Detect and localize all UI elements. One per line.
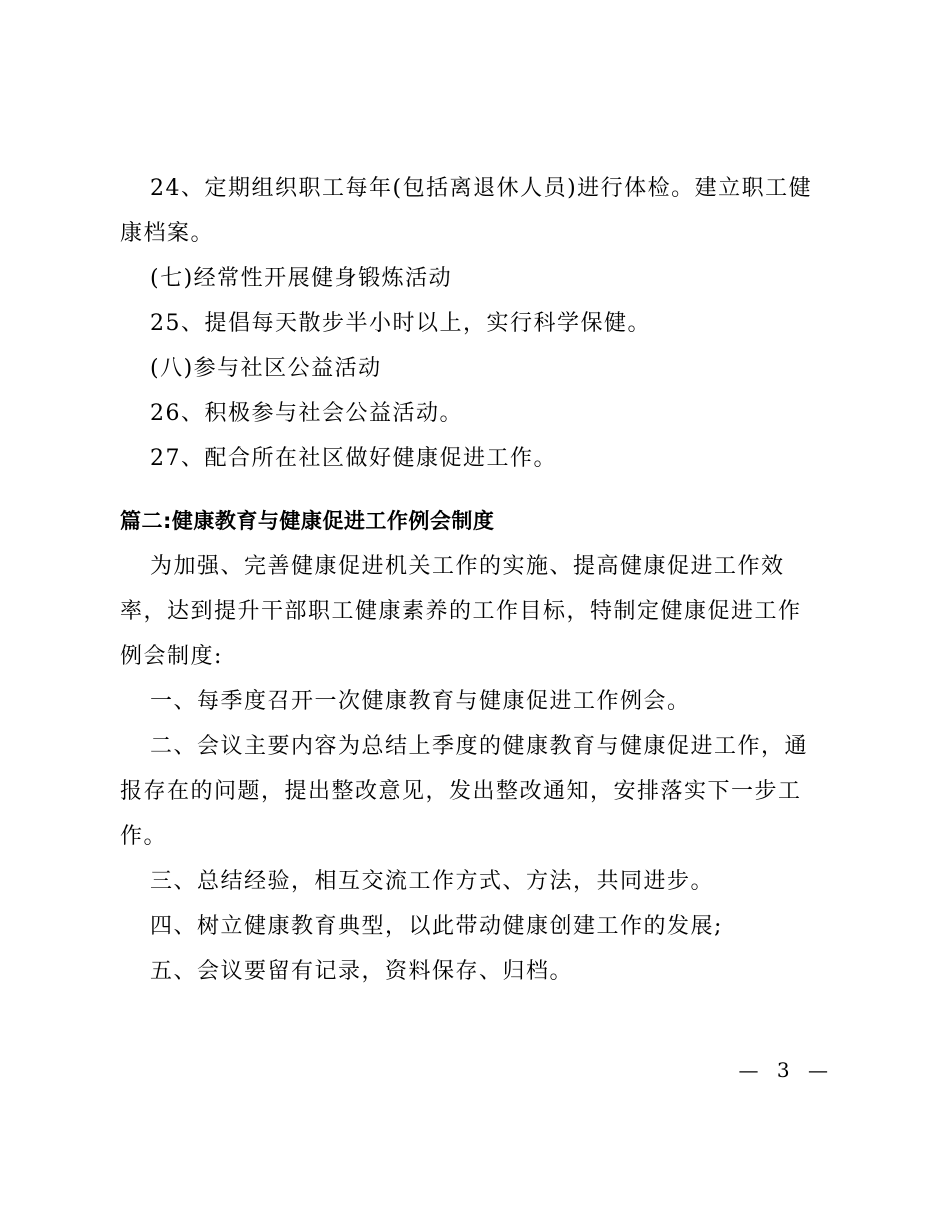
rule-2: 二、会议主要内容为总结上季度的健康教育与健康促进工作，通报存在的问题，提出整改意见，发出整改通知，安排落实下一步工作。 [120,734,809,849]
item-25: 25、提倡每天散步半小时以上，实行科学保健。 [150,311,651,336]
rule-1: 一、每季度召开一次健康教育与健康促进工作例会。 [150,689,691,714]
section-7-heading: (七)经常性开展健身锻炼活动 [150,266,453,291]
intro-paragraph: 为加强、完善健康促进机关工作的实施、提高健康促进工作效率，达到提升干部职工健康素养的工作目标，特制定健康促进工作例会制度: [120,554,802,669]
item-27: 27、配合所在社区做好健康促进工作。 [150,446,557,471]
rule-5: 五、会议要留有记录，资料保存、归档。 [150,959,574,984]
document-body [120,166,820,994]
article-heading: 篇二:健康教育与健康促进工作例会制度 [120,509,495,533]
item-26: 26、积极参与社会公益活动。 [150,401,463,426]
page-number: — 3 — [738,1058,834,1082]
rule-4: 四、树立健康教育典型，以此带动健康创建工作的发展; [150,914,723,939]
section-8-heading: (八)参与社区公益活动 [150,356,382,381]
section-gap [120,481,820,499]
item-24: 24、定期组织职工每年(包括离退休人员)进行体检。建立职工健康档案。 [120,176,813,246]
rule-3: 三、总结经验，相互交流工作方式、方法，共同进步。 [150,869,715,894]
